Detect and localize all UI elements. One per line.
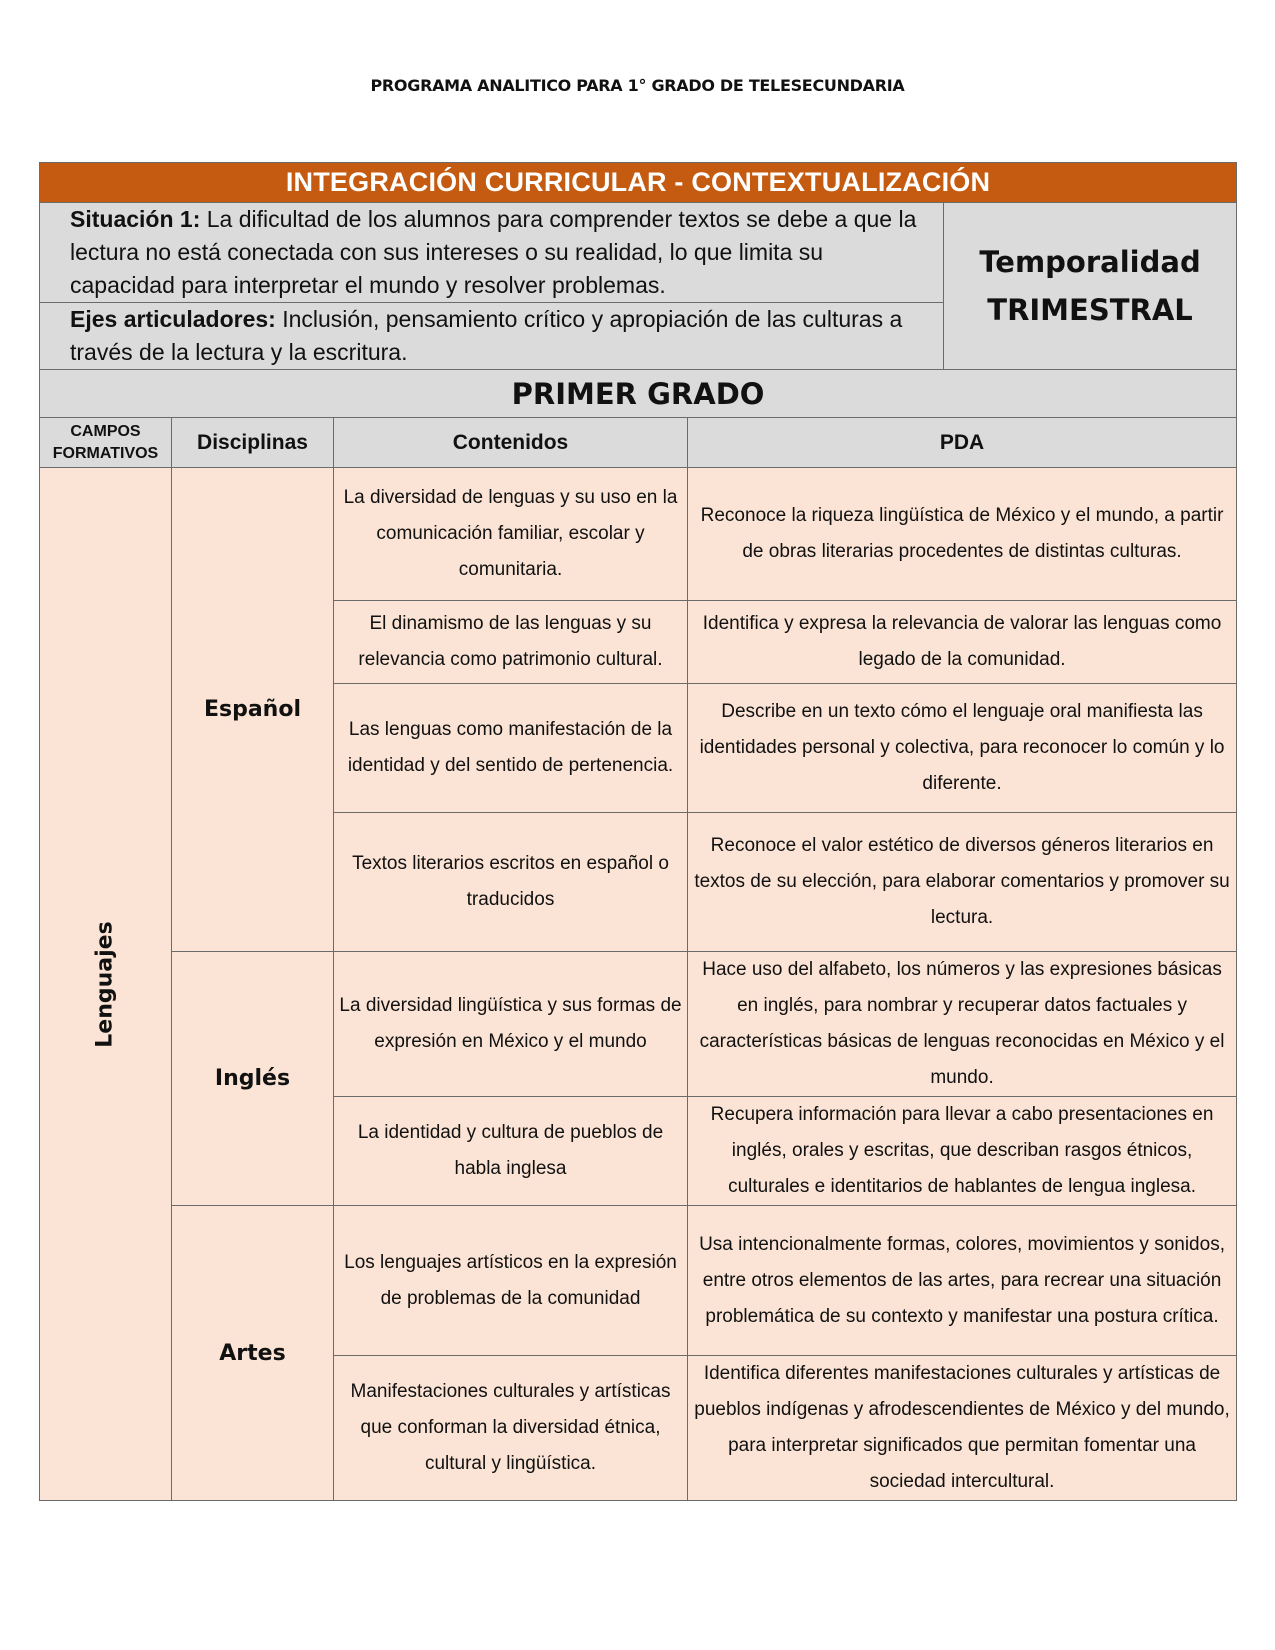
pda-cell: Usa intencionalmente formas, colores, movimientos y sonidos, entre otros elementos de las artes, para recrear una situación problemática de su contexto y manifestar una postura crítica. xyxy=(688,1206,1237,1356)
column-header-disciplinas: Disciplinas xyxy=(172,418,334,468)
grade-row xyxy=(40,370,1237,418)
ejes-cell xyxy=(40,303,944,370)
campo-formativo-label: Lenguajes xyxy=(92,920,118,1048)
pda-cell: Describe en un texto cómo el lenguaje oral manifiesta las identidades personal y colectiva, para reconocer lo común y lo diferente. xyxy=(688,684,1237,813)
pda-cell: Hace uso del alfabeto, los números y las expresiones básicas en inglés, para nombrar y recuperar datos factuales y características básicas de lenguas reconocidas en México y el mundo. xyxy=(688,952,1237,1097)
pda-cell: Reconoce el valor estético de diversos géneros literarios en textos de su elección, para elaborar comentarios y promover su lectura. xyxy=(688,813,1237,952)
contenido-cell: Manifestaciones culturales y artísticas que conforman la diversidad étnica, cultural y lingüística. xyxy=(334,1356,688,1501)
ejes-label: Ejes articuladores: xyxy=(70,306,276,332)
temporalidad-value: TRIMESTRAL xyxy=(987,293,1193,327)
table-row xyxy=(40,468,1237,601)
contenido-cell: El dinamismo de las lenguas y su relevancia como patrimonio cultural. xyxy=(334,601,688,684)
situacion-cell xyxy=(40,203,944,303)
banner-row xyxy=(40,163,1237,203)
temporalidad-cell xyxy=(944,203,1237,370)
contenido-cell: La diversidad de lenguas y su uso en la comunicación familiar, escolar y comunitaria. xyxy=(334,468,688,601)
ejes-text: Inclusión, pensamiento crítico y apropiación de las culturas a través de la lectura y la escritura. xyxy=(70,306,903,365)
discipline-espanol: Español xyxy=(172,468,334,952)
contenido-cell: Los lenguajes artísticos en la expresión de problemas de la comunidad xyxy=(334,1206,688,1356)
contenido-cell: Las lenguas como manifestación de la identidad y del sentido de pertenencia. xyxy=(334,684,688,813)
situacion-row xyxy=(40,203,1237,303)
discipline-artes: Artes xyxy=(172,1206,334,1501)
contenido-cell: Textos literarios escritos en español o traducidos xyxy=(334,813,688,952)
column-header-row xyxy=(40,418,1237,468)
contenido-cell: La diversidad lingüística y sus formas de expresión en México y el mundo xyxy=(334,952,688,1097)
pda-cell: Recupera información para llevar a cabo presentaciones en inglés, orales y escritas, que describan rasgos étnicos, culturales e identitarios de hablantes de lengua inglesa. xyxy=(688,1097,1237,1206)
document-title: PROGRAMA ANALITICO PARA 1° GRADO DE TELESECUNDARIA xyxy=(370,76,905,95)
pda-cell: Reconoce la riqueza lingüística de México y el mundo, a partir de obras literarias procedentes de distintas culturas. xyxy=(688,468,1237,601)
banner-title: INTEGRACIÓN CURRICULAR - CONTEXTUALIZACIÓN xyxy=(40,163,1237,203)
contenido-cell: La identidad y cultura de pueblos de habla inglesa xyxy=(334,1097,688,1206)
pda-cell: Identifica y expresa la relevancia de valorar las lenguas como legado de la comunidad. xyxy=(688,601,1237,684)
situacion-label: Situación 1: xyxy=(70,206,201,232)
campos-line1: CAMPOS xyxy=(70,422,141,440)
curriculum-table xyxy=(39,162,1237,1501)
situacion-text: La dificultad de los alumnos para comprender textos se debe a que la lectura no está conectada con sus intereses o su realidad, lo que limita su capacidad para interpretar el mundo y resolver problemas. xyxy=(70,206,917,298)
table-row xyxy=(40,952,1237,1097)
campo-formativo-cell xyxy=(40,468,172,1501)
column-header-campos xyxy=(40,418,172,468)
grade-title: PRIMER GRADO xyxy=(40,370,1237,418)
discipline-ingles: Inglés xyxy=(172,952,334,1206)
campos-line2: FORMATIVOS xyxy=(52,444,159,462)
column-header-pda: PDA xyxy=(688,418,1237,468)
pda-cell: Identifica diferentes manifestaciones culturales y artísticas de pueblos indígenas y afrodescendientes de México y del mundo, para interpretar significados que permitan fomentar una sociedad intercultural. xyxy=(688,1356,1237,1501)
column-header-contenidos: Contenidos xyxy=(334,418,688,468)
table-row xyxy=(40,1206,1237,1356)
temporalidad-label: Temporalidad xyxy=(979,245,1201,279)
